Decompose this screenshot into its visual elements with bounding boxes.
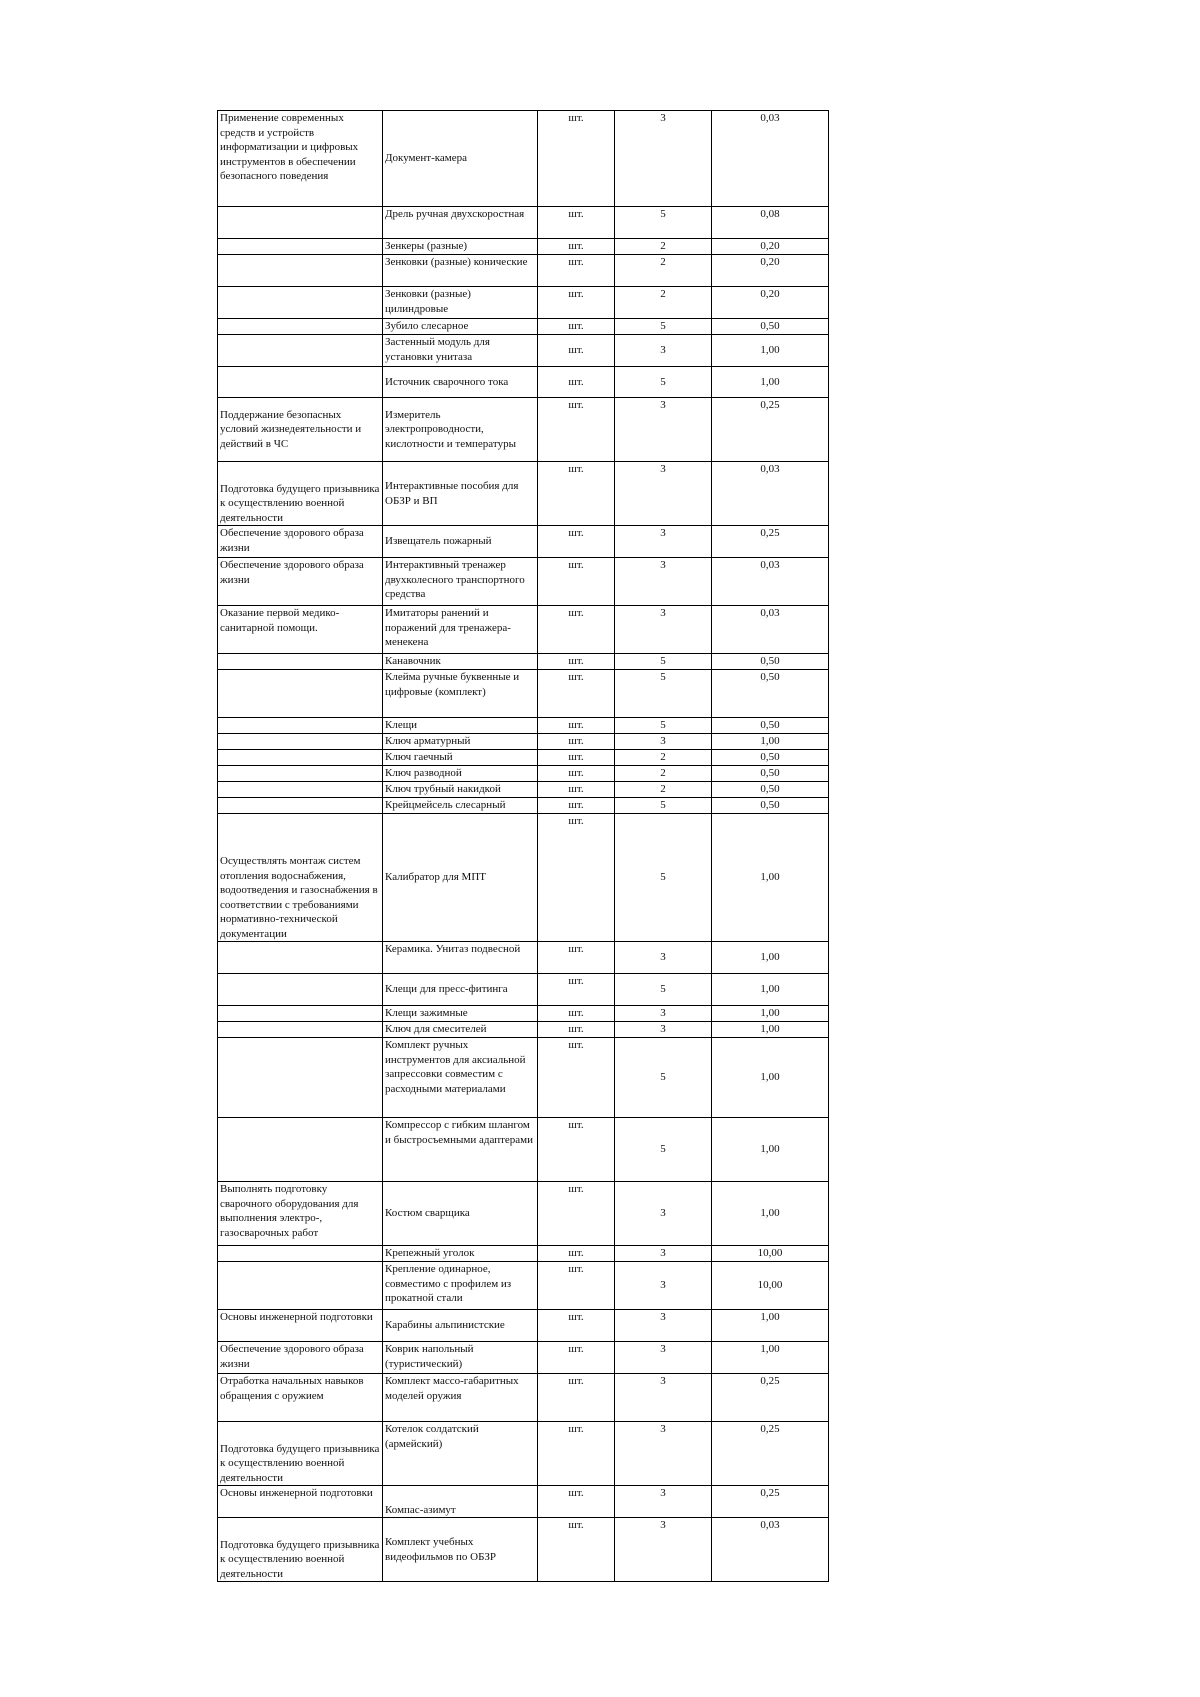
- rate-cell: 1,00: [712, 1118, 829, 1182]
- rate-cell: 10,00: [712, 1262, 829, 1310]
- unit-cell: шт.: [538, 654, 615, 670]
- table-row: [218, 1422, 829, 1486]
- rate-cell: 1,00: [712, 942, 829, 974]
- unit-cell: шт.: [538, 1486, 615, 1518]
- item-cell: Ключ для смесителей: [383, 1022, 538, 1038]
- unit-cell: шт.: [538, 398, 615, 462]
- table-row: [218, 207, 829, 239]
- table-row: [218, 814, 829, 942]
- qty-cell: 3: [615, 1374, 712, 1422]
- area-cell: [218, 1246, 383, 1262]
- rate-cell: 1,00: [712, 335, 829, 367]
- area-cell: [218, 1262, 383, 1310]
- rate-cell: 0,50: [712, 670, 829, 718]
- area-cell: [218, 782, 383, 798]
- area-cell: Подготовка будущего призывника к осуществлению военной деятельности: [218, 1422, 383, 1486]
- item-cell: Дрель ручная двухскоростная: [383, 207, 538, 239]
- qty-cell: 3: [615, 1262, 712, 1310]
- table-row: [218, 287, 829, 319]
- rate-cell: 0,25: [712, 1486, 829, 1518]
- table-row: [218, 1006, 829, 1022]
- unit-cell: шт.: [538, 942, 615, 974]
- qty-cell: 5: [615, 319, 712, 335]
- table-row: [218, 526, 829, 558]
- area-cell: [218, 1022, 383, 1038]
- qty-cell: 3: [615, 335, 712, 367]
- item-cell: Коврик напольный (туристический): [383, 1342, 538, 1374]
- table-row: [218, 1310, 829, 1342]
- item-cell: Зенковки (разные) цилиндровые: [383, 287, 538, 319]
- table-row: [218, 255, 829, 287]
- table-row: [218, 1022, 829, 1038]
- rate-cell: 0,20: [712, 239, 829, 255]
- unit-cell: шт.: [538, 782, 615, 798]
- equipment-table: [217, 110, 829, 1582]
- area-cell: Подготовка будущего призывника к осуществлению военной деятельности: [218, 462, 383, 526]
- rate-cell: 0,03: [712, 606, 829, 654]
- qty-cell: 5: [615, 1038, 712, 1118]
- area-cell: Оказание первой медико-санитарной помощи.: [218, 606, 383, 654]
- qty-cell: 3: [615, 526, 712, 558]
- qty-cell: 3: [615, 606, 712, 654]
- unit-cell: шт.: [538, 558, 615, 606]
- item-cell: Клещи зажимные: [383, 1006, 538, 1022]
- table-row: [218, 239, 829, 255]
- unit-cell: шт.: [538, 750, 615, 766]
- qty-cell: 5: [615, 814, 712, 942]
- item-cell: Застенный модуль для установки унитаза: [383, 335, 538, 367]
- unit-cell: шт.: [538, 255, 615, 287]
- area-cell: [218, 974, 383, 1006]
- unit-cell: шт.: [538, 526, 615, 558]
- qty-cell: 3: [615, 558, 712, 606]
- rate-cell: 0,25: [712, 526, 829, 558]
- qty-cell: 3: [615, 1246, 712, 1262]
- rate-cell: 0,25: [712, 398, 829, 462]
- table-row: [218, 654, 829, 670]
- unit-cell: шт.: [538, 1006, 615, 1022]
- unit-cell: шт.: [538, 718, 615, 734]
- rate-cell: 1,00: [712, 1310, 829, 1342]
- item-cell: Ключ разводной: [383, 766, 538, 782]
- unit-cell: шт.: [538, 287, 615, 319]
- area-cell: [218, 367, 383, 398]
- area-cell: Подготовка будущего призывника к осуществлению военной деятельности: [218, 1518, 383, 1582]
- item-cell: Крепление одинарное, совместимо с профилем из прокатной стали: [383, 1262, 538, 1310]
- table-row: [218, 1118, 829, 1182]
- area-cell: [218, 1038, 383, 1118]
- area-cell: Отработка начальных навыков обращения с оружием: [218, 1374, 383, 1422]
- qty-cell: 2: [615, 239, 712, 255]
- unit-cell: шт.: [538, 606, 615, 654]
- item-cell: Канавочник: [383, 654, 538, 670]
- rate-cell: 0,25: [712, 1422, 829, 1486]
- table-row: [218, 942, 829, 974]
- qty-cell: 5: [615, 718, 712, 734]
- table-row: [218, 766, 829, 782]
- qty-cell: 3: [615, 1518, 712, 1582]
- item-cell: Крепежный уголок: [383, 1246, 538, 1262]
- rate-cell: 0,03: [712, 558, 829, 606]
- unit-cell: шт.: [538, 111, 615, 207]
- rate-cell: 0,20: [712, 287, 829, 319]
- item-cell: Измеритель электропроводности, кислотности и температуры: [383, 398, 538, 462]
- table-row: [218, 670, 829, 718]
- rate-cell: 1,00: [712, 814, 829, 942]
- unit-cell: шт.: [538, 1022, 615, 1038]
- item-cell: Зубило слесарное: [383, 319, 538, 335]
- unit-cell: шт.: [538, 1182, 615, 1246]
- table-row: [218, 1262, 829, 1310]
- table-row: [218, 367, 829, 398]
- area-cell: Основы инженерной подготовки: [218, 1310, 383, 1342]
- rate-cell: 1,00: [712, 1022, 829, 1038]
- table-row: [218, 335, 829, 367]
- rate-cell: 0,50: [712, 750, 829, 766]
- area-cell: [218, 670, 383, 718]
- table-row: [218, 558, 829, 606]
- unit-cell: шт.: [538, 1246, 615, 1262]
- area-cell: [218, 255, 383, 287]
- qty-cell: 3: [615, 1422, 712, 1486]
- item-cell: Карабины альпинистские: [383, 1310, 538, 1342]
- rate-cell: 0,03: [712, 111, 829, 207]
- item-cell: Зенковки (разные) конические: [383, 255, 538, 287]
- qty-cell: 2: [615, 287, 712, 319]
- qty-cell: 5: [615, 654, 712, 670]
- unit-cell: шт.: [538, 1038, 615, 1118]
- area-cell: [218, 750, 383, 766]
- qty-cell: 2: [615, 782, 712, 798]
- qty-cell: 3: [615, 1310, 712, 1342]
- item-cell: Костюм сварщика: [383, 1182, 538, 1246]
- area-cell: [218, 718, 383, 734]
- qty-cell: 3: [615, 111, 712, 207]
- area-cell: Применение современных средств и устройств информатизации и цифровых инструментов в обеспечении безопасного поведения: [218, 111, 383, 207]
- qty-cell: 5: [615, 798, 712, 814]
- table-row: [218, 782, 829, 798]
- table-row: [218, 1246, 829, 1262]
- qty-cell: 3: [615, 1486, 712, 1518]
- qty-cell: 3: [615, 1022, 712, 1038]
- rate-cell: 0,50: [712, 798, 829, 814]
- qty-cell: 5: [615, 367, 712, 398]
- rate-cell: 1,00: [712, 367, 829, 398]
- unit-cell: шт.: [538, 974, 615, 1006]
- qty-cell: 3: [615, 398, 712, 462]
- unit-cell: шт.: [538, 1262, 615, 1310]
- item-cell: Компрессор с гибким шлангом и быстросъемными адаптерами: [383, 1118, 538, 1182]
- item-cell: Комплект ручных инструментов для аксиальной запрессовки совместим с расходными материалами: [383, 1038, 538, 1118]
- table-row: [218, 1342, 829, 1374]
- rate-cell: 0,08: [712, 207, 829, 239]
- area-cell: Поддержание безопасных условий жизнедеятельности и действий в ЧС: [218, 398, 383, 462]
- rate-cell: 1,00: [712, 1342, 829, 1374]
- table-row: [218, 111, 829, 207]
- item-cell: Калибратор для МПТ: [383, 814, 538, 942]
- item-cell: Комплект учебных видеофильмов по ОБЗР: [383, 1518, 538, 1582]
- table-row: [218, 750, 829, 766]
- unit-cell: шт.: [538, 1118, 615, 1182]
- unit-cell: шт.: [538, 1422, 615, 1486]
- unit-cell: шт.: [538, 814, 615, 942]
- qty-cell: 3: [615, 1342, 712, 1374]
- unit-cell: шт.: [538, 734, 615, 750]
- item-cell: Ключ гаечный: [383, 750, 538, 766]
- table-row: [218, 606, 829, 654]
- area-cell: Обеспечение здорового образа жизни: [218, 1342, 383, 1374]
- table-row: [218, 462, 829, 526]
- rate-cell: 0,03: [712, 1518, 829, 1582]
- item-cell: Компас-азимут: [383, 1486, 538, 1518]
- item-cell: Документ-камера: [383, 111, 538, 207]
- unit-cell: шт.: [538, 670, 615, 718]
- rate-cell: 0,03: [712, 462, 829, 526]
- rate-cell: 1,00: [712, 1038, 829, 1118]
- table-row: [218, 1374, 829, 1422]
- area-cell: [218, 1118, 383, 1182]
- rate-cell: 0,50: [712, 319, 829, 335]
- area-cell: [218, 319, 383, 335]
- unit-cell: шт.: [538, 1310, 615, 1342]
- table-row: [218, 1486, 829, 1518]
- item-cell: Извещатель пожарный: [383, 526, 538, 558]
- item-cell: Источник сварочного тока: [383, 367, 538, 398]
- area-cell: [218, 239, 383, 255]
- qty-cell: 5: [615, 207, 712, 239]
- table-row: [218, 718, 829, 734]
- table-row: [218, 1182, 829, 1246]
- area-cell: [218, 766, 383, 782]
- rate-cell: 1,00: [712, 1182, 829, 1246]
- unit-cell: шт.: [538, 1342, 615, 1374]
- area-cell: [218, 287, 383, 319]
- item-cell: Интерактивные пособия для ОБЗР и ВП: [383, 462, 538, 526]
- unit-cell: шт.: [538, 207, 615, 239]
- rate-cell: 1,00: [712, 974, 829, 1006]
- rate-cell: 0,20: [712, 255, 829, 287]
- area-cell: [218, 942, 383, 974]
- qty-cell: 3: [615, 1182, 712, 1246]
- unit-cell: шт.: [538, 1518, 615, 1582]
- item-cell: Керамика. Унитаз подвесной: [383, 942, 538, 974]
- item-cell: Крейцмейсель слесарный: [383, 798, 538, 814]
- area-cell: [218, 798, 383, 814]
- item-cell: Клещи для пресс-фитинга: [383, 974, 538, 1006]
- item-cell: Котелок солдатский (армейский): [383, 1422, 538, 1486]
- unit-cell: шт.: [538, 1374, 615, 1422]
- table-row: [218, 974, 829, 1006]
- table-row: [218, 1518, 829, 1582]
- area-cell: Осуществлять монтаж систем отопления водоснабжения, водоотведения и газоснабжения в соответствии с требованиями нормативно-технической документации: [218, 814, 383, 942]
- area-cell: Обеспечение здорового образа жизни: [218, 526, 383, 558]
- table-row: [218, 1038, 829, 1118]
- rate-cell: 0,50: [712, 654, 829, 670]
- area-cell: [218, 654, 383, 670]
- qty-cell: 3: [615, 942, 712, 974]
- qty-cell: 5: [615, 670, 712, 718]
- item-cell: Клейма ручные буквенные и цифровые (комплект): [383, 670, 538, 718]
- qty-cell: 3: [615, 734, 712, 750]
- area-cell: [218, 335, 383, 367]
- rate-cell: 1,00: [712, 734, 829, 750]
- qty-cell: 2: [615, 255, 712, 287]
- table-row: [218, 734, 829, 750]
- area-cell: Выполнять подготовку сварочного оборудования для выполнения электро-, газосварочных работ: [218, 1182, 383, 1246]
- rate-cell: 0,25: [712, 1374, 829, 1422]
- rate-cell: 0,50: [712, 766, 829, 782]
- item-cell: Интерактивный тренажер двухколесного транспортного средства: [383, 558, 538, 606]
- qty-cell: 2: [615, 766, 712, 782]
- unit-cell: шт.: [538, 367, 615, 398]
- unit-cell: шт.: [538, 319, 615, 335]
- item-cell: Ключ арматурный: [383, 734, 538, 750]
- area-cell: [218, 207, 383, 239]
- item-cell: Имитаторы ранений и поражений для тренажера-менекена: [383, 606, 538, 654]
- rate-cell: 1,00: [712, 1006, 829, 1022]
- item-cell: Комплект массо-габаритных моделей оружия: [383, 1374, 538, 1422]
- qty-cell: 3: [615, 462, 712, 526]
- table-row: [218, 798, 829, 814]
- qty-cell: 5: [615, 974, 712, 1006]
- unit-cell: шт.: [538, 335, 615, 367]
- rate-cell: 0,50: [712, 782, 829, 798]
- area-cell: Основы инженерной подготовки: [218, 1486, 383, 1518]
- unit-cell: шт.: [538, 798, 615, 814]
- area-cell: Обеспечение здорового образа жизни: [218, 558, 383, 606]
- rate-cell: 10,00: [712, 1246, 829, 1262]
- unit-cell: шт.: [538, 766, 615, 782]
- rate-cell: 0,50: [712, 718, 829, 734]
- unit-cell: шт.: [538, 239, 615, 255]
- qty-cell: 3: [615, 1006, 712, 1022]
- item-cell: Клещи: [383, 718, 538, 734]
- area-cell: [218, 734, 383, 750]
- qty-cell: 2: [615, 750, 712, 766]
- unit-cell: шт.: [538, 462, 615, 526]
- qty-cell: 5: [615, 1118, 712, 1182]
- table-row: [218, 398, 829, 462]
- item-cell: Зенкеры (разные): [383, 239, 538, 255]
- area-cell: [218, 1006, 383, 1022]
- table-row: [218, 319, 829, 335]
- item-cell: Ключ трубный накидкой: [383, 782, 538, 798]
